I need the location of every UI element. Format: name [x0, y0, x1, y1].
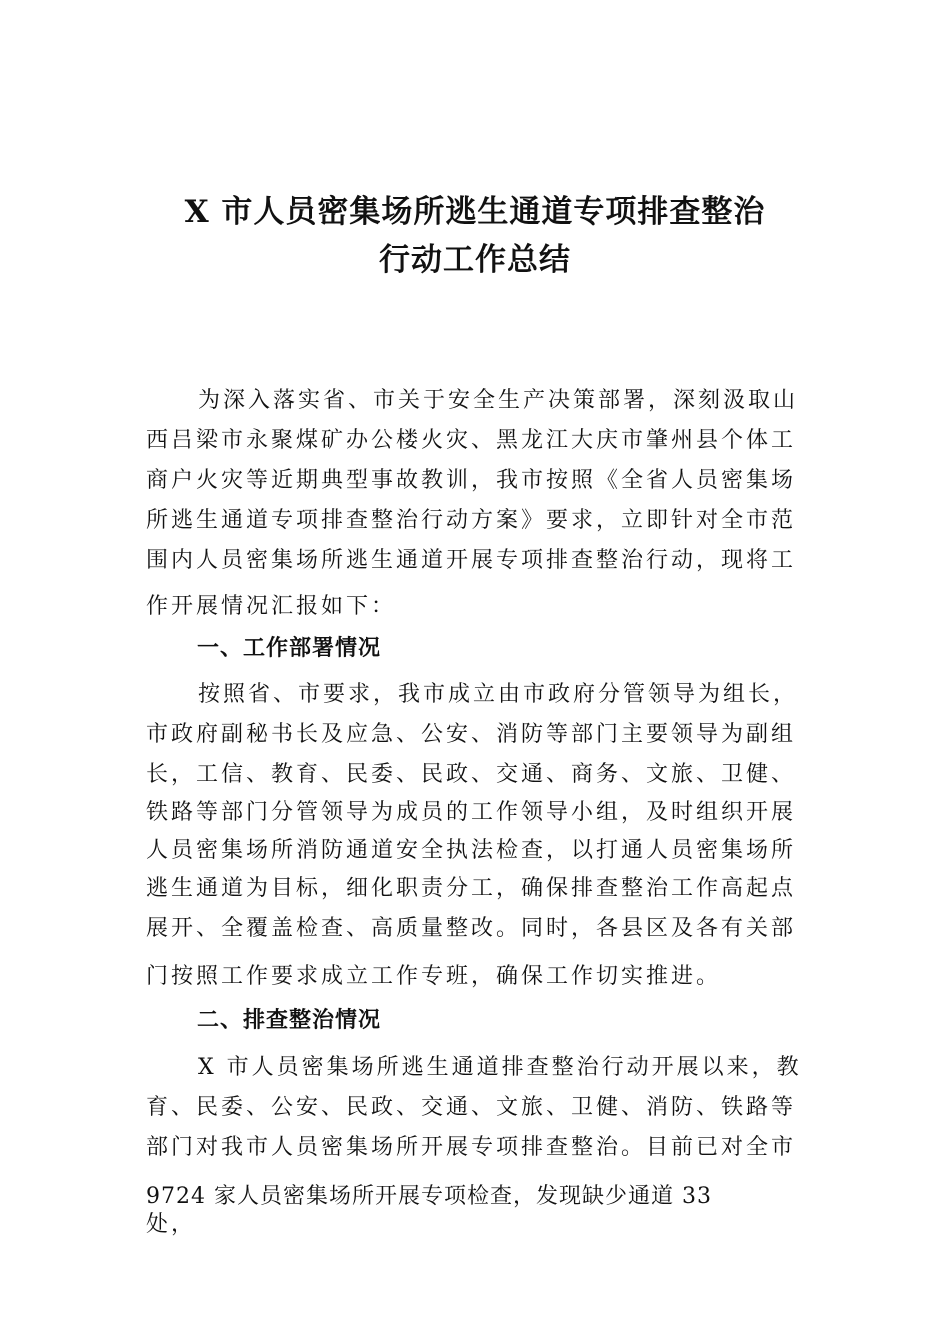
- document-title-line-1: X 市人员密集场所逃生通道专项排查整治: [184, 194, 766, 230]
- section-1-line: 按照省、市要求，我市成立由市政府分管领导为组长，: [198, 682, 799, 707]
- section-1-line: 人员密集场所消防通道安全执法检查，以打通人员密集场所: [146, 838, 797, 863]
- section-1-heading: 一、工作部署情况: [197, 636, 382, 661]
- intro-line: 为深入落实省、市关于安全生产决策部署，深刻汲取山: [198, 388, 799, 413]
- section-1-line: 门按照工作要求成立工作专班，确保工作切实推进。: [146, 964, 722, 989]
- section-1-line: 市政府副秘书长及应急、公安、消防等部门主要领导为副组: [146, 722, 797, 747]
- section-2-line: X 市人员密集场所逃生通道排查整治行动开展以来，教: [198, 1055, 802, 1080]
- section-1-line: 长，工信、教育、民委、民政、交通、商务、文旅、卫健、: [146, 762, 797, 787]
- section-2-heading: 二、排查整治情况: [197, 1008, 382, 1033]
- section-2-line: 9724 家人员密集场所开展专项检查，发现缺少通道 33: [146, 1184, 712, 1209]
- intro-line: 所逃生通道专项排查整治行动方案》要求，立即针对全市范: [146, 508, 797, 533]
- intro-line: 商户火灾等近期典型事故教训，我市按照《全省人员密集场: [146, 468, 797, 493]
- section-1-line: 展开、全覆盖检查、高质量整改。同时，各县区及各有关部: [146, 916, 797, 941]
- intro-line: 围内人员密集场所逃生通道开展专项排查整治行动，现将工: [146, 548, 797, 573]
- section-1-line: 铁路等部门分管领导为成员的工作领导小组，及时组织开展: [146, 800, 797, 825]
- section-2-line: 处，: [146, 1212, 197, 1237]
- intro-line: 作开展情况汇报如下：: [146, 594, 397, 619]
- document-title-line-2: 行动工作总结: [379, 242, 571, 278]
- section-2-line: 部门对我市人员密集场所开展专项排查整治。目前已对全市: [146, 1135, 797, 1160]
- intro-line: 西吕梁市永聚煤矿办公楼火灾、黑龙江大庆市肇州县个体工: [146, 428, 797, 453]
- section-1-line: 逃生通道为目标，细化职责分工，确保排查整治工作高起点: [146, 876, 797, 901]
- section-2-line: 育、民委、公安、民政、交通、文旅、卫健、消防、铁路等: [146, 1095, 797, 1120]
